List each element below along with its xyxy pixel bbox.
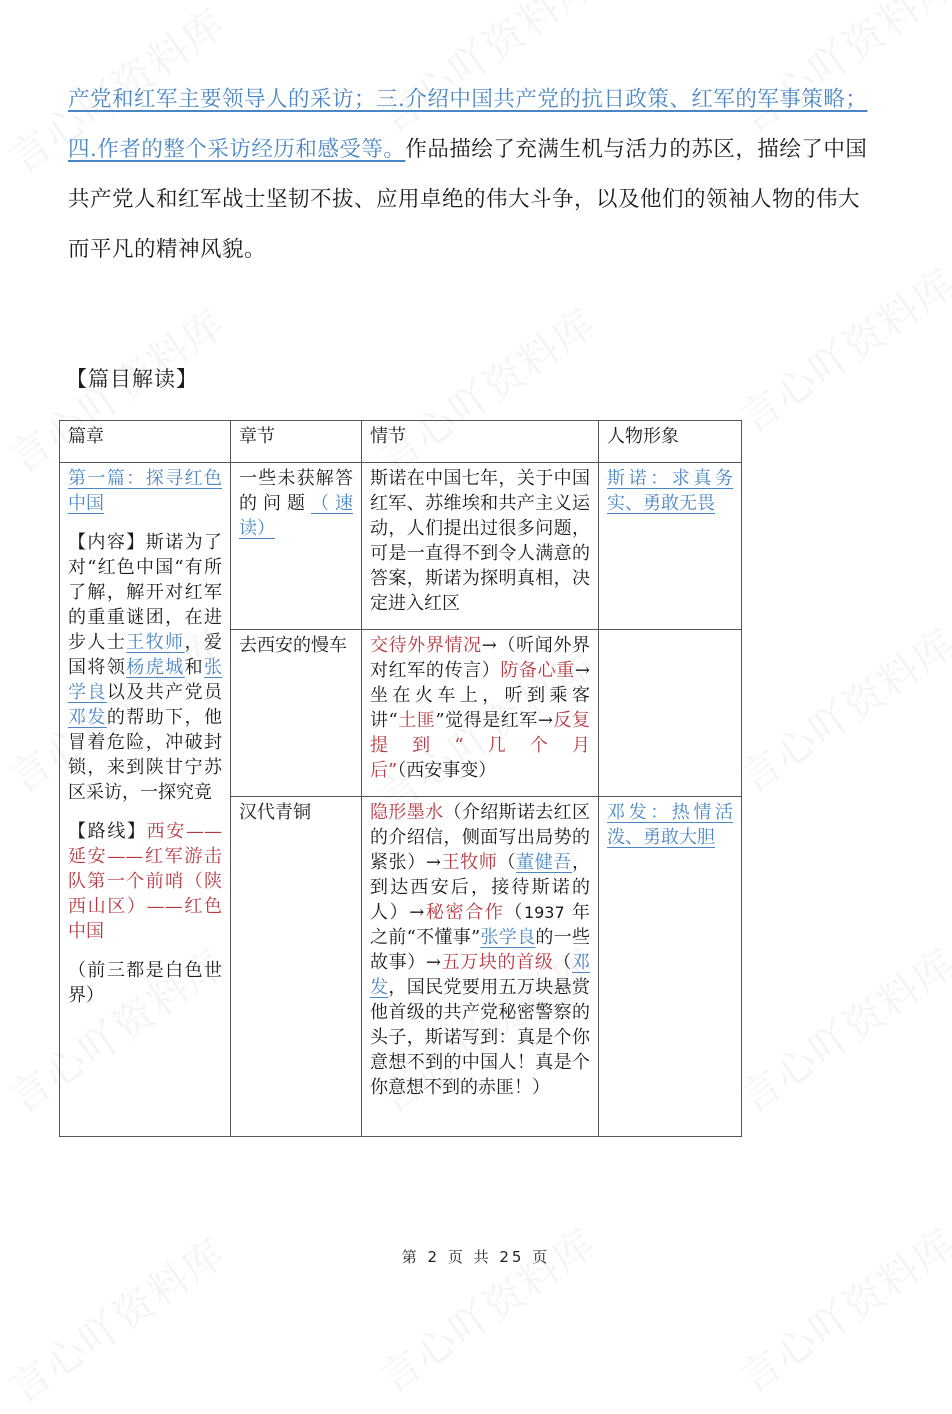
chapter-title: 一些未获解答的问题 (239, 468, 353, 514)
content-label: 【内容】 (68, 532, 146, 553)
plot-segment: 防备心重 (500, 660, 575, 681)
section-title: 【篇目解读】 (66, 367, 198, 391)
character-cell (599, 463, 742, 630)
plot-segment: 秘密合作 (424, 902, 505, 923)
route-label: 【路线】 (68, 821, 147, 842)
content-text: ，爱国将领 (68, 632, 223, 678)
intro-link-line2[interactable]: 四.作者的整个采访经历和感受等。 (68, 137, 406, 162)
link-dong[interactable]: 董健吾 (516, 852, 573, 873)
part-title-link[interactable]: 第一篇：探寻红色中国 (68, 468, 222, 514)
character-cell (599, 630, 742, 797)
content-text: 斯诺为了对“红色中国“有所了解，解开对红军的重重谜团，在进步人士 (68, 532, 223, 653)
table-header-row (60, 421, 742, 463)
character-link[interactable]: 斯诺：求真务实、勇敢无畏 (607, 468, 733, 514)
chapter-cell (231, 463, 362, 630)
link-deng[interactable]: 邓发 (370, 952, 591, 998)
intro-text: 共产党人和红军战士坚韧不拔、应用卓绝的伟大斗争，以及他们的领袖人物的伟大 (68, 187, 861, 212)
chapter-cell: 汉代青铜 (231, 797, 362, 1137)
content-text: 的帮助下，他冒着危险，冲破封锁，来到陕甘宁苏区采访，一探究竟 (68, 707, 223, 803)
link-deng[interactable]: 邓发 (68, 707, 107, 728)
plot-cell (362, 630, 599, 797)
plot-cell: 斯诺在中国七年，关于中国红军、苏维埃和共产主义运动，人们提出过很多问题，可是一直得不到令人满意的答案，斯诺为探明真相，决定进入红区 (362, 463, 599, 630)
header-cell: 人物形象 (599, 421, 742, 463)
part-cell (60, 463, 231, 1137)
intro-paragraph (68, 75, 886, 275)
intro-text: 作品描绘了充满生机与活力的苏区，描绘了中国 (405, 137, 868, 162)
header-cell: 篇章 (60, 421, 231, 463)
plot-segment: ，国民党要用五万块悬赏他首级的共产党秘密警察的头子，斯诺写到：真是个你意想不到的中国人！真是个你意想不到的赤匪！） (370, 977, 591, 1098)
character-link[interactable]: 邓发：热情活泼、勇敢大胆 (607, 802, 733, 848)
character-cell (599, 797, 742, 1137)
speed-read-link[interactable]: （速读） (239, 493, 353, 539)
plot-segment: 反复提到“几个月后” (370, 710, 591, 781)
plot-segment: 年之前“不懂事” (370, 902, 590, 948)
watermark (726, 933, 952, 1124)
chapter-cell: 去西安的慢车 (231, 630, 362, 797)
plot-segment: →坐在火车上，听到乘客讲“ (370, 660, 591, 731)
plot-segment: 五万块的首级 (440, 952, 554, 973)
plot-segment: （ (553, 952, 573, 973)
link-wang[interactable]: 王牧师 (126, 632, 185, 653)
plot-year: 1937 (523, 903, 565, 922)
plot-segment: 交待外界情况 (370, 635, 482, 656)
plot-segment: →（听闻外界对红军的传言） (370, 635, 591, 681)
plot-segment: ”觉得是红军→ (435, 710, 553, 731)
watermark (726, 613, 952, 804)
plot-segment: （西安事变） (397, 760, 497, 781)
plot-segment: （ (504, 902, 524, 923)
table-row (60, 463, 742, 630)
intro-link-line1[interactable]: 产党和红军主要领导人的采访；三.介绍中国共产党的抗日政策、红军的军事策略； (68, 87, 868, 112)
plot-segment: 隐形墨水 (370, 802, 444, 823)
header-cell: 章节 (231, 421, 362, 463)
plot-segment: 土匪 (397, 710, 436, 731)
header-cell: 情节 (362, 421, 599, 463)
link-yang[interactable]: 杨虎城 (126, 657, 185, 678)
plot-segment: 王牧师 (440, 852, 498, 873)
watermark (726, 253, 952, 444)
plot-segment: ，到达西安后，接待斯诺的人）→ (370, 852, 591, 923)
watermark (366, 1213, 605, 1404)
watermark (726, 1213, 952, 1404)
link-zhang[interactable]: 张学良 (68, 657, 223, 703)
plot-cell (362, 797, 599, 1137)
chapter-table (59, 420, 742, 1137)
content-text: 以及共产党员 (106, 682, 223, 703)
route-note: （前三都是白色世界） (68, 960, 222, 1006)
content-text: 和 (184, 657, 205, 678)
intro-text: 而平凡的精神风貌。 (68, 237, 267, 262)
plot-segment: （ (497, 852, 517, 873)
route-text: 西安——延安——红军游击队第一个前哨（陕西山区）——红色中国 (68, 821, 223, 942)
plot-segment: （介绍斯诺去红区的介绍信，侧面写出局势的紧张）→ (370, 802, 591, 873)
link-zhang[interactable]: 张学良 (480, 927, 536, 948)
page-footer: 第 2 页 共 25 页 (401, 1248, 551, 1266)
plot-segment: 的一些故事）→ (370, 927, 591, 973)
